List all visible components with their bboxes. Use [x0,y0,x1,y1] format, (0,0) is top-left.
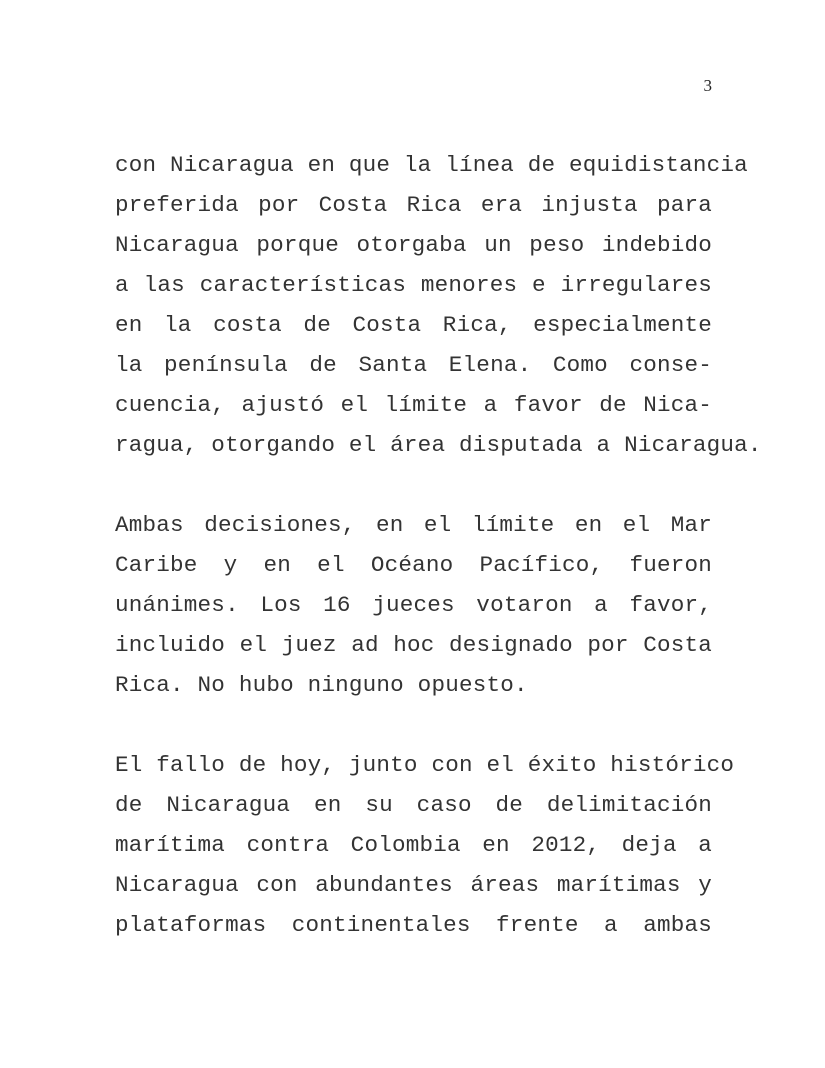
text-line: a las características menores e irregulares [115,272,712,298]
text-line: incluido el juez ad hoc designado por Costa [115,632,712,658]
text-line: la península de Santa Elena. Como conse- [115,352,712,378]
text-line: Caribe y en el Océano Pacífico, fueron [115,552,712,578]
paragraph-1 [115,145,762,465]
text-line: ragua, otorgando el área disputada a Nicaragua. [115,432,762,458]
text-line: unánimes. Los 16 jueces votaron a favor, [115,592,712,618]
page-number: 3 [703,76,712,95]
paragraph-2 [115,505,712,705]
text-line: plataformas continentales frente a ambas [115,912,712,938]
paragraph-3 [115,745,735,945]
text-line: Nicaragua porque otorgaba un peso indebido [115,232,712,258]
text-line: preferida por Costa Rica era injusta para [115,192,712,218]
text-line: de Nicaragua en su caso de delimitación [115,792,712,818]
text-line: marítima contra Colombia en 2012, deja a [115,832,712,858]
text-line: cuencia, ajustó el límite a favor de Nica- [115,392,712,418]
text-line: Rica. No hubo ninguno opuesto. [115,672,528,698]
text-line: El fallo de hoy, junto con el éxito histórico [115,752,735,778]
text-line: en la costa de Costa Rica, especialmente [115,312,712,338]
text-line: con Nicaragua en que la línea de equidistancia [115,152,748,178]
text-line: Nicaragua con abundantes áreas marítimas y [115,872,712,898]
text-line: Ambas decisiones, en el límite en el Mar [115,512,712,538]
